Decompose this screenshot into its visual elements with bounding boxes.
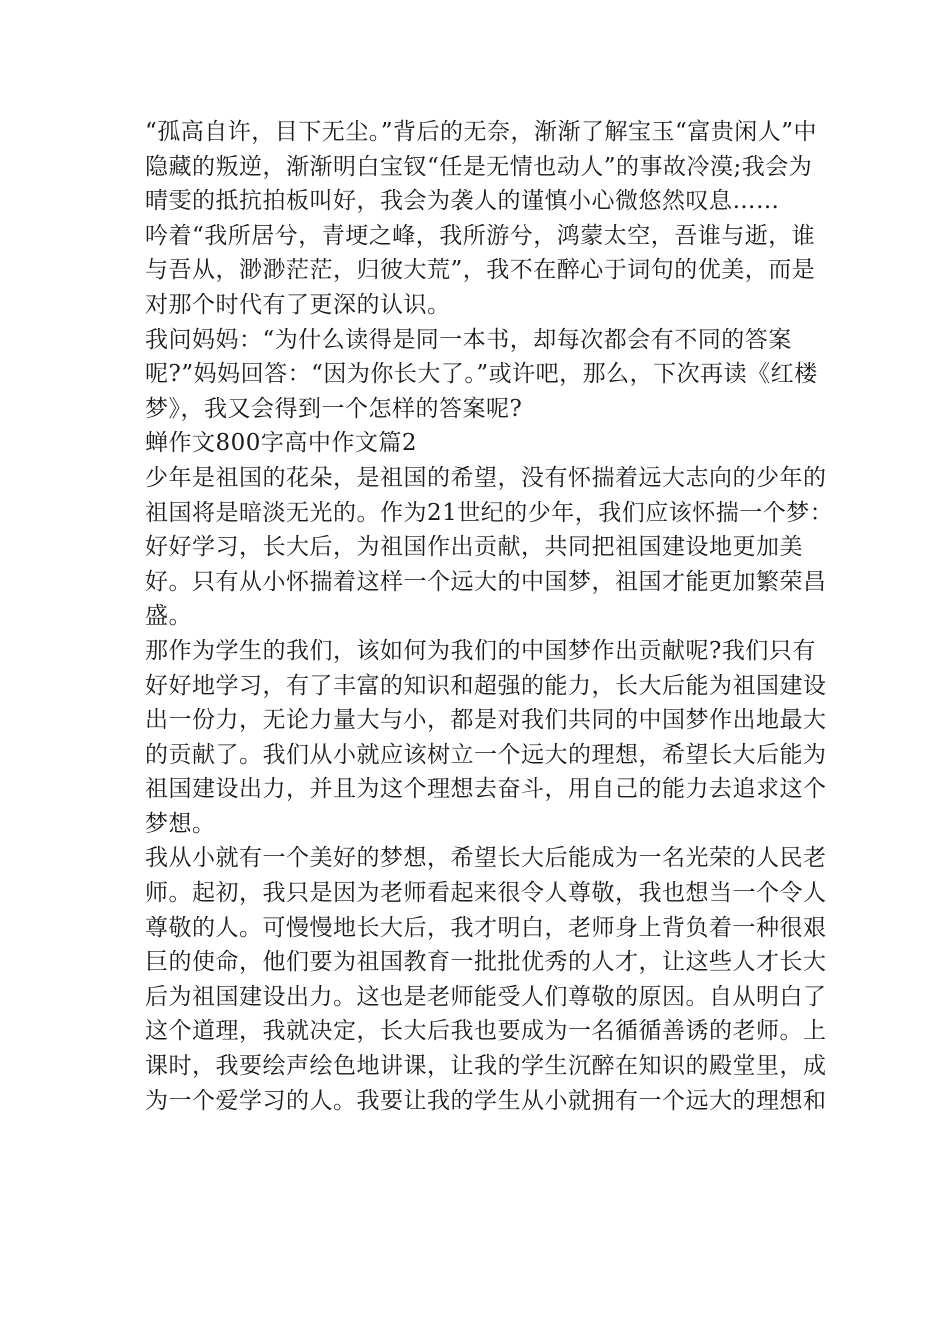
paragraph-2: 吟着“我所居兮，青埂之峰，我所游兮，鸿蒙太空，吾谁与逝，谁与吾从，渺渺茫茫，归彼大荒”，我不在醉心于词句的优美，而是对那个时代有了更深的认识。 bbox=[145, 222, 816, 318]
section-heading: 蝉作文800字高中作文篇2 bbox=[145, 430, 418, 457]
document-body bbox=[145, 115, 835, 1118]
paragraph-6: 我从小就有一个美好的梦想，希望长大后能成为一名光荣的人民老师。起初，我只是因为老师看起来很令人尊敬，我也想当一个令人尊敬的人。可慢慢地长大后，我才明白，老师身上背负着一种很艰巨的使命，他们要为祖国教育一批批优秀的人才，让这些人才长大后为祖国建设出力。这也是老师能受人们尊敬的原因。自从明白了这个道理，我就决定，长大后我也要成为一名循循善诱的老师。上课时，我要绘声绘色地讲课，让我的学生沉醉在知识的殿堂里，成为一个爱学习的人。我要让我的学生从小就拥有一个远大的理想和 bbox=[145, 845, 827, 1114]
paragraph-3: 我问妈妈：“为什么读得是同一本书，却每次都会有不同的答案呢?”妈妈回答：“因为你长大了。”或许吧，那么，下次再读《红楼梦》，我又会得到一个怎样的答案呢? bbox=[145, 326, 818, 422]
paragraph-5: 那作为学生的我们，该如何为我们的中国梦作出贡献呢?我们只有好好地学习，有了丰富的知识和超强的能力，长大后能为祖国建设出一份力，无论力量大与小，都是对我们共同的中国梦作出地最大的贡献了。我们从小就应该树立一个远大的理想，希望长大后能为祖国建设出力，并且为这个理想去奋斗，用自己的能力去追求这个梦想。 bbox=[145, 637, 827, 837]
paragraph-4: 少年是祖国的花朵，是祖国的希望，没有怀揣着远大志向的少年的祖国将是暗淡无光的。作为21世纪的少年，我们应该怀揣一个梦：好好学习，长大后，为祖国作出贡献，共同把祖国建设地更加美好。只有从小怀揣着这样一个远大的中国梦，祖国才能更加繁荣昌盛。 bbox=[145, 464, 834, 630]
paragraph-1: “孤高自许，目下无尘。”背后的无奈，渐渐了解宝玉“富贵闲人”中隐藏的叛逆，渐渐明白宝钗“任是无情也动人”的事故冷漠;我会为晴雯的抵抗拍板叫好，我会为袭人的谨慎小心微悠然叹息…… bbox=[145, 119, 818, 215]
